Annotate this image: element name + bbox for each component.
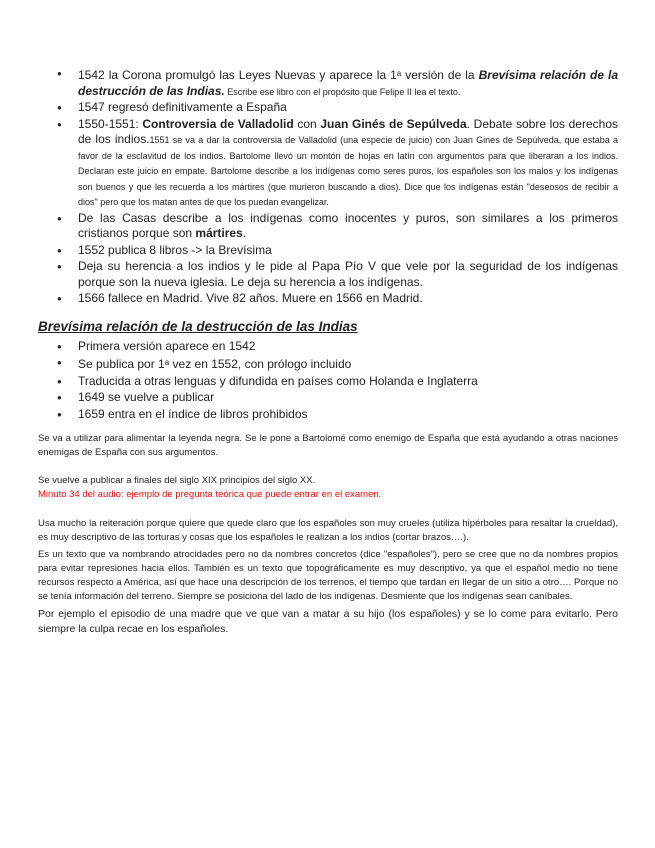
superscript: a <box>396 69 402 78</box>
bold-term: Controversia de Valladolid <box>142 116 294 131</box>
list-item-text: 1566 fallece en Madrid. Vive 82 años. Muere en 1566 en Madrid. <box>78 291 423 305</box>
list-item <box>78 339 618 355</box>
paragraph-style-analysis: Usa mucho la reiteración porque quiere que quede claro que los españoles son muy crueles (utiliza hipérboles para resaltar la crueldad), es muy descriptivo de las torturas y cosas que los españoles le realizan a los indios (cortar brazos….). <box>38 518 618 543</box>
list-item-text: De las Casas describe a los indígenas como inocentes y puros, son similares a los primeros cristianos porque son <box>78 210 618 240</box>
list-item <box>78 390 618 406</box>
list-item <box>78 291 618 307</box>
list-item-text: versión de la <box>401 68 479 82</box>
paragraph-black-legend: Se va a utilizar para alimentar la leyenda negra. Se le pone a Bartolomé como enemigo de España que está ayudando a otras naciones enemigas de España con sus argumentos. <box>38 433 618 458</box>
book-title: Brevísima relación de la destrucción de las Indias. <box>78 68 618 98</box>
book-facts-bullet-list <box>38 339 618 423</box>
list-item-text: Deja su herencia a los indios y le pide al Papa Pío V que vele por la seguridad de los indígenas porque son la nueva iglesia. Le deja su herencia a los indígenas. <box>78 259 618 289</box>
list-item <box>78 100 618 116</box>
list-item <box>78 407 618 423</box>
list-item <box>78 117 618 210</box>
list-item-text: 1552 publica 8 libros -> la Brevísima <box>78 242 272 257</box>
list-item-text: . <box>242 226 247 240</box>
list-item-text: 1550-1551: <box>78 116 143 131</box>
list-item-text: Primera versión aparece en 1542 <box>78 338 256 353</box>
paragraph-text-description: Es un texto que va nombrando atrocidades pero no da nombres concretos (dice "españoles"), pero se cree que no da nombres propios para evitar represiones hacia ellos. También es un texto que topográficamente es muy descriptivo, ya que el español medio no tiene recursos respecto a América, así que hace una descripción de los terrenos, el tiempo que tardan en llegar de un sitio a otro…. Porque no se tenía información del terreno. Siempre se posiciona del lado de los indígenas. Desmiente que los indígenas sean caníbales. <box>38 549 618 602</box>
list-item <box>78 355 618 373</box>
list-item <box>78 243 618 259</box>
list-item-text: 1542 la Corona promulgó las Leyes Nuevas y aparece la 1 <box>78 68 397 82</box>
section-heading: Brevísima relación de la destrucción de las Indias <box>38 318 358 334</box>
list-item-note: 1551 se va a dar la controversia de Valladolid (una especie de juicio) con Juan Gines de Sepúlveda, que estaba a favor de la esclavitud de los indios. Bartolome llevó un montón de hojas en latín con argumentos para que liberaran a los indios. Declaran este juicio en empate. Bartolome describe a los indígenas como seres puros, los españoles son los malos y los indígenas son buenos y que les recuerda a los mártires (que murieron buscando a dios). Dice que los indígenas están "deseosos de recibir a dios" pero que los matan antes de que los puedan evangelizar. <box>78 135 618 207</box>
list-item-text: 1649 se vuelve a publicar <box>78 390 215 404</box>
list-item <box>78 66 618 99</box>
list-item-text: 1659 entra en el índice de libros prohibidos <box>78 406 308 421</box>
paragraph-exam-note: Minuto 34 del audio: ejemplo de pregunta teórica que puede entrar en el examen. <box>38 489 382 500</box>
list-item-text: Traducida a otras lenguas y difundida en países como Holanda e Inglaterra <box>78 373 478 388</box>
list-item-text: vez en 1552, con prólogo incluido <box>169 357 352 371</box>
list-item-note: Escribe ese libro con el propósito que Felipe II lea el texto. <box>224 86 461 97</box>
list-item-text: Se publica por 1 <box>78 357 165 371</box>
list-item-text: 1547 regresó definitivamente a España <box>78 100 287 114</box>
superscript: a <box>164 358 170 367</box>
bold-term: Juan Ginés de Sepúlveda <box>320 116 467 131</box>
list-item <box>78 374 618 390</box>
bold-term: mártires <box>195 226 243 240</box>
paragraph-republication: Se vuelve a publicar a finales del siglo XIX principios del siglo XX. <box>38 475 316 486</box>
biography-bullet-list <box>38 66 618 307</box>
list-item <box>78 211 618 242</box>
list-item <box>78 259 618 290</box>
list-item-text: . Debate sobre los derechos de los indios. <box>78 116 618 146</box>
paragraph-example: Por ejemplo el episodio de una madre que ve que van a matar a su hijo (los españoles) y se lo come para evitarlo. Pero siempre la culpa recae en los españoles. <box>38 608 618 635</box>
list-item-text: con <box>293 116 321 131</box>
